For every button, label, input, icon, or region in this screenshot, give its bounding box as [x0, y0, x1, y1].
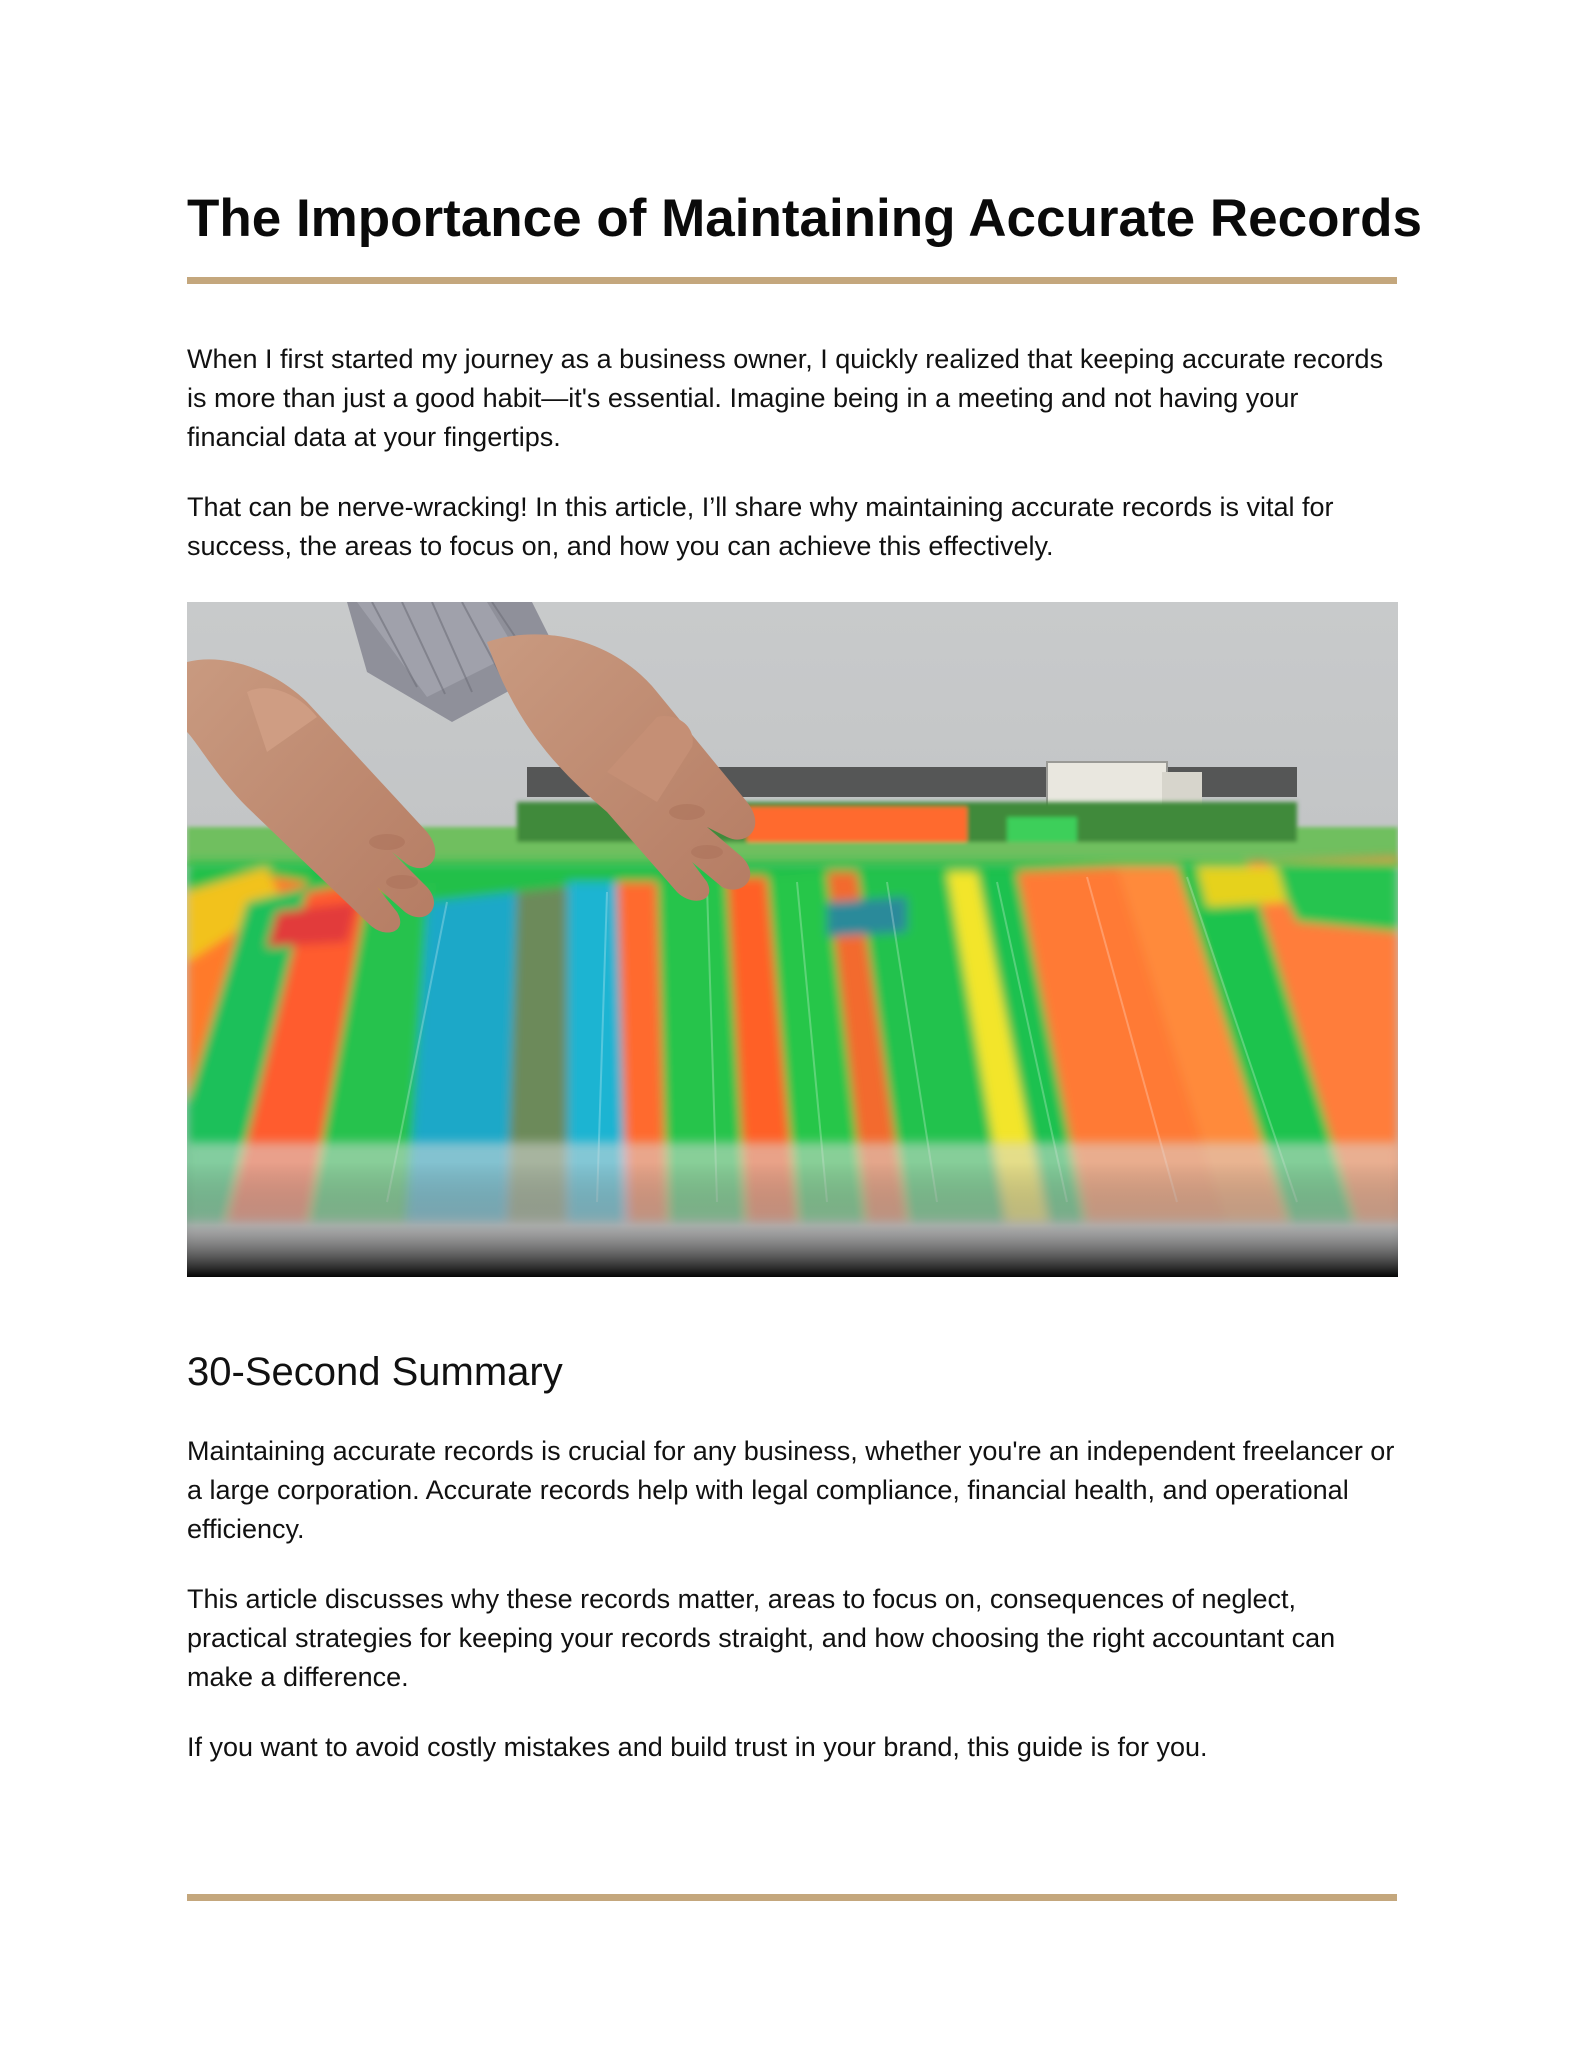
title-divider	[187, 277, 1397, 284]
intro-paragraph-1: When I first started my journey as a business owner, I quickly realized that keeping accurate records is more than just a good habit—it's essential. Imagine being in a meeting and not having your financial data at your fingertips.	[187, 344, 1384, 452]
footer-divider	[187, 1894, 1397, 1901]
intro-paragraph-2: That can be nerve-wracking! In this article, I’ll share why maintaining accurate records is vital for success, the areas to focus on, and how you can achieve this effectively.	[187, 492, 1334, 561]
hero-photo-hanging-file-folders	[187, 602, 1398, 1277]
article-title: The Importance of Maintaining Accurate Records	[187, 189, 1422, 248]
summary-heading: 30-Second Summary	[187, 1350, 563, 1394]
summary-paragraph-3: If you want to avoid costly mistakes and build trust in your brand, this guide is for you.	[187, 1732, 1208, 1762]
summary-paragraph-1: Maintaining accurate records is crucial for any business, whether you're an independent freelancer or a large corporation. Accurate records help with legal compliance, financial health, and operational efficiency.	[187, 1436, 1395, 1544]
summary-paragraph-2: This article discusses why these records matter, areas to focus on, consequences of neglect, practical strategies for keeping your records straight, and how choosing the right accountant can make a difference.	[187, 1584, 1336, 1692]
